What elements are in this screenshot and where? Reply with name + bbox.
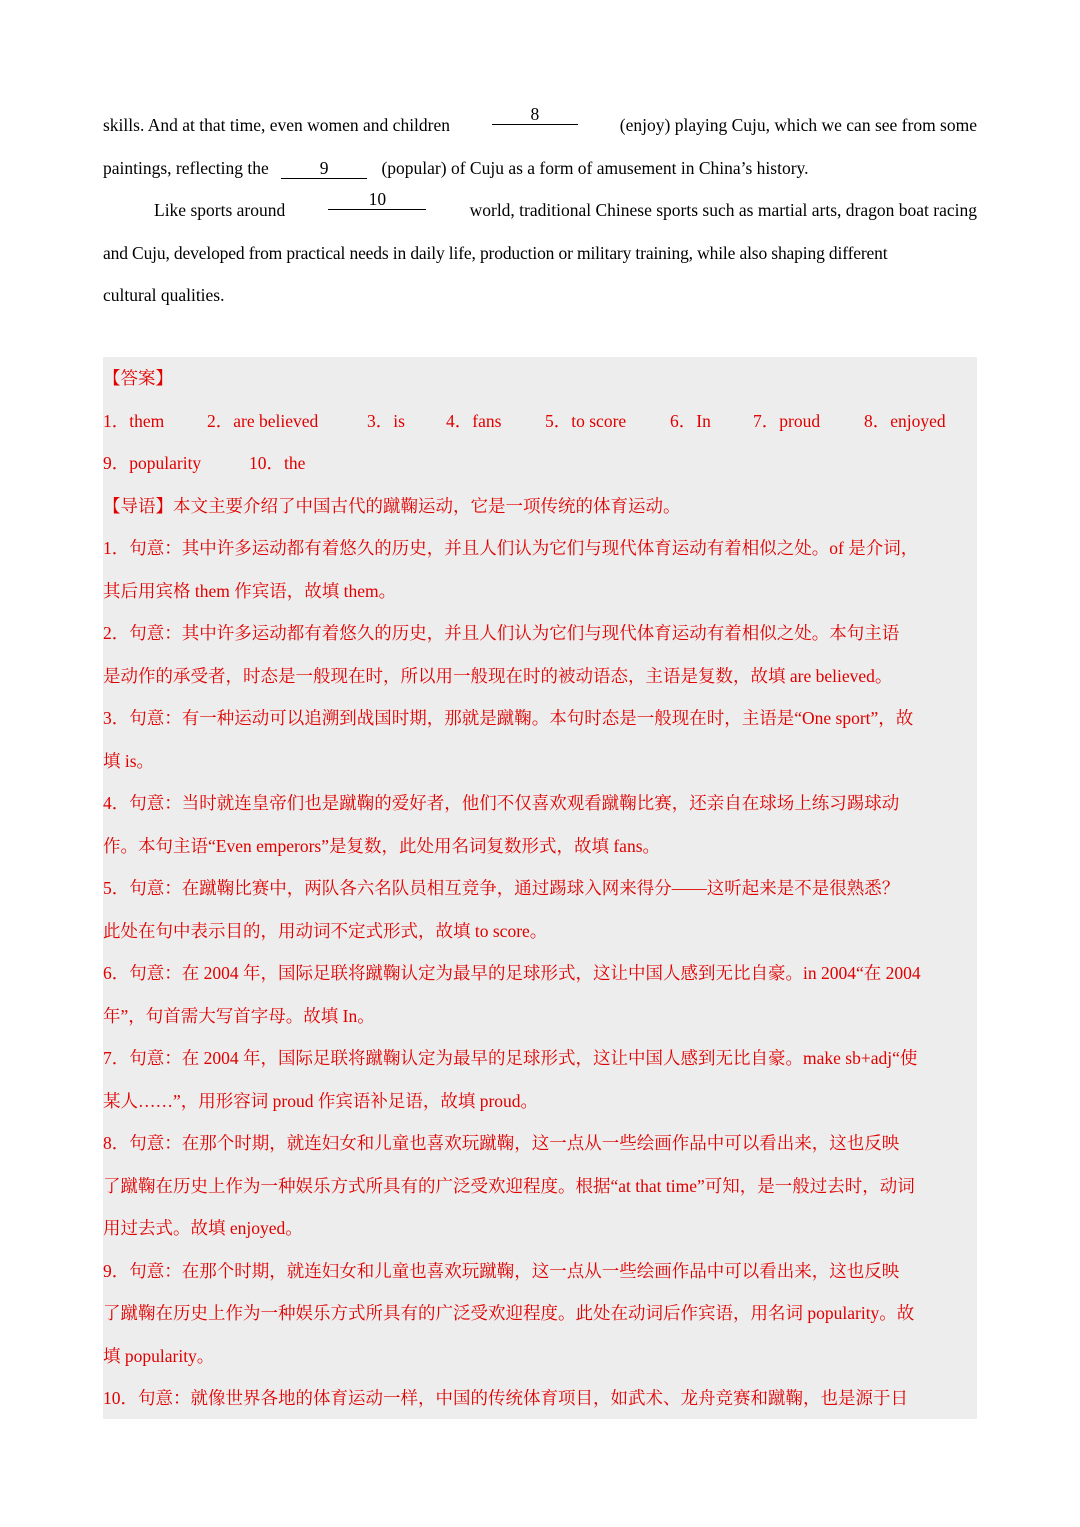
passage-text: (enjoy) playing Cuju, which we can see from some (619, 115, 977, 135)
answer-list-row-1 (103, 400, 977, 443)
passage-line-1 (103, 104, 977, 147)
explanation-line: 是动作的承受者，时态是一般现在时，所以用一般现在时的被动语态，主语是复数，故填 are believed。 (103, 665, 893, 686)
explanation-line: 此处在句中表示目的，用动词不定式形式，故填 to score。 (103, 920, 548, 941)
blank-8: 8 (492, 104, 578, 125)
passage-text: Like sports around (154, 200, 286, 220)
passage (103, 104, 977, 317)
answer-item-8: 8．enjoyed (864, 410, 946, 431)
explanation-line: 3．句意：有一种运动可以追溯到战国时期，那就是蹴鞠。本句时态是一般现在时，主语是“One sport”，故 (103, 708, 914, 728)
explanation-line: 4．句意：当时就连皇帝们也是蹴鞠的爱好者，他们不仅喜欢观看蹴鞠比赛，还亲自在球场上练习踢球动 (103, 793, 900, 813)
passage-text: skills. And at that time, even women and children (103, 115, 451, 135)
explanation-line: 10．句意：就像世界各地的体育运动一样，中国的传统体育项目，如武术、龙舟竞赛和蹴鞠，也是源于日 (103, 1388, 908, 1408)
explanation-line: 作。本句主语“Even emperors”是复数，此处用名词复数形式，故填 fans。 (103, 835, 661, 856)
answer-item-1: 1．them (103, 410, 165, 431)
explanation-line: 某人……”，用形容词 proud 作宾语补足语，故填 proud。 (103, 1090, 539, 1111)
passage-line-3 (103, 189, 977, 232)
explanation-line: 了蹴鞠在历史上作为一种娱乐方式所具有的广泛受欢迎程度。此处在动词后作宾语，用名词 popularity。故 (103, 1303, 915, 1323)
answer-section (103, 357, 977, 1419)
explanation-line: 了蹴鞠在历史上作为一种娱乐方式所具有的广泛受欢迎程度。根据“at that time”可知，是一般过去时，动词 (103, 1175, 915, 1196)
explanation-line: 5．句意：在蹴鞠比赛中，两队各六名队员相互竞争，通过踢球入网来得分——这听起来是不是很熟悉？ (103, 878, 900, 898)
explanation-line: 用过去式。故填 enjoyed。 (103, 1218, 303, 1238)
passage-text: paintings, reflecting the (103, 157, 269, 178)
blank-9: 9 (281, 158, 367, 179)
answer-item-6: 6．In (670, 410, 711, 431)
passage-line-4: and Cuju, developed from practical needs in daily life, production or military training, while also shaping different (103, 242, 888, 263)
explanation-line: 8．句意：在那个时期，就连妇女和儿童也喜欢玩蹴鞠，这一点从一些绘画作品中可以看出来，这也反映 (103, 1133, 900, 1153)
explanation-line: 填 popularity。 (103, 1345, 215, 1366)
answer-list-row-2 (103, 442, 977, 485)
explanations (103, 527, 977, 1420)
answer-item-5: 5．to score (545, 410, 627, 431)
answer-header: 【答案】 (103, 368, 173, 388)
explanation-line: 2．句意：其中许多运动都有着悠久的历史，并且人们认为它们与现代体育运动有着相似之处。本句主语 (103, 623, 900, 643)
explanation-line: 年”，句首需大写首字母。故填 In。 (103, 1005, 375, 1026)
answer-item-7: 7．proud (753, 410, 821, 431)
explanation-line: 其后用宾格 them 作宾语，故填 them。 (103, 580, 397, 601)
explanation-line: 7．句意：在 2004 年，国际足联将蹴鞠认定为最早的足球形式，这让中国人感到无比自豪。make sb+adj“使 (103, 1048, 918, 1068)
passage-line-5: cultural qualities. (103, 285, 225, 305)
answer-item-2: 2．are believed (207, 410, 319, 431)
passage-text: world, traditional Chinese sports such as martial arts, dragon boat racing (469, 200, 977, 220)
explanation-line: 填 is。 (103, 750, 155, 771)
answer-item-3: 3．is (367, 410, 405, 431)
answer-item-9: 9．popularity (103, 453, 202, 473)
explanation-line: 1．句意：其中许多运动都有着悠久的历史，并且人们认为它们与现代体育运动有着相似之处。of 是介词， (103, 538, 919, 558)
passage-line-2 (103, 147, 977, 190)
explanation-line: 6．句意：在 2004 年，国际足联将蹴鞠认定为最早的足球形式，这让中国人感到无比自豪。in 2004“在 2004 (103, 963, 921, 983)
answer-item-10: 10．the (249, 453, 306, 473)
answer-intro: 【导语】本文主要介绍了中国古代的蹴鞠运动，它是一项传统的体育运动。 (103, 495, 681, 516)
passage-text: (popular) of Cuju as a form of amusement in China’s history. (381, 157, 809, 178)
answer-item-4: 4．fans (446, 410, 502, 431)
blank-10: 10 (328, 189, 426, 210)
explanation-line: 9．句意：在那个时期，就连妇女和儿童也喜欢玩蹴鞠，这一点从一些绘画作品中可以看出来，这也反映 (103, 1260, 900, 1281)
